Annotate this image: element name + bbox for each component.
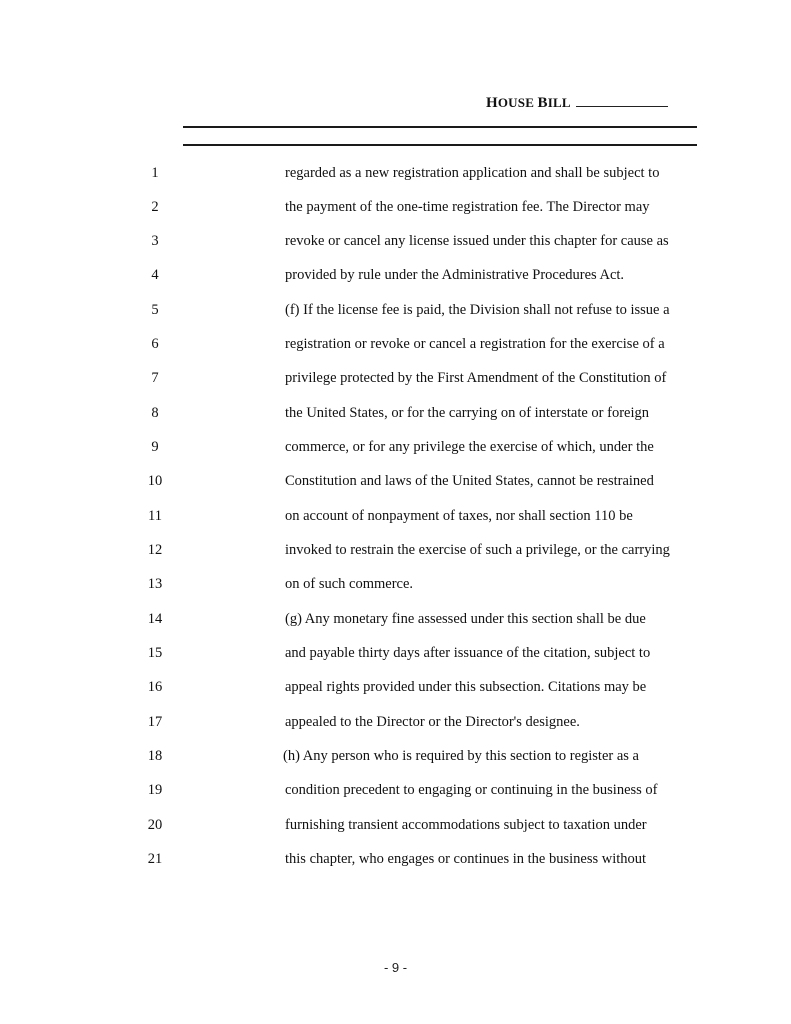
- line-17: [0, 714, 791, 734]
- header-rule-bottom: [183, 144, 697, 146]
- line-number: 10: [147, 473, 163, 489]
- line-7: [0, 370, 791, 390]
- line-number: 8: [151, 405, 159, 421]
- line-text: privilege protected by the First Amendment of the Constitution of: [285, 370, 667, 386]
- line-text: commerce, or for any privilege the exercise of which, under the: [285, 439, 654, 455]
- line-12: [0, 542, 791, 562]
- line-text: furnishing transient accommodations subject to taxation under: [285, 817, 647, 833]
- line-text: appealed to the Director or the Director's designee.: [285, 714, 580, 730]
- line-text: (h) Any person who is required by this section to register as a: [283, 748, 639, 764]
- line-number: 11: [148, 508, 162, 524]
- line-text: revoke or cancel any license issued under this chapter for cause as: [285, 233, 669, 249]
- line-number: 14: [147, 611, 163, 627]
- line-14: [0, 611, 791, 631]
- line-5: [0, 302, 791, 322]
- line-16: [0, 679, 791, 699]
- line-number: 19: [147, 782, 163, 798]
- line-number: 12: [147, 542, 163, 558]
- line-text: regarded as a new registration application and shall be subject to: [285, 165, 660, 181]
- line-text: Constitution and laws of the United States, cannot be restrained: [285, 473, 654, 489]
- line-number: 5: [151, 302, 159, 318]
- bill-number-blank: [576, 94, 668, 107]
- line-text: provided by rule under the Administrative Procedures Act.: [285, 267, 625, 283]
- page-number: - 9 -: [383, 960, 408, 975]
- line-text: on of such commerce.: [285, 576, 414, 592]
- line-1: [0, 165, 791, 185]
- line-number: 7: [151, 370, 159, 386]
- line-9: [0, 439, 791, 459]
- line-text: condition precedent to engaging or continuing in the business of: [285, 782, 658, 798]
- line-text: appeal rights provided under this subsection. Citations may be: [285, 679, 647, 695]
- line-3: [0, 233, 791, 253]
- bill-header: [486, 94, 668, 112]
- line-number: 21: [147, 851, 163, 867]
- line-text: invoked to restrain the exercise of such a privilege, or the carrying: [285, 542, 670, 558]
- line-number: 9: [151, 439, 159, 455]
- line-8: [0, 405, 791, 425]
- header-letter-b: B: [537, 95, 548, 111]
- header-word-ouse: OUSE: [497, 95, 538, 110]
- line-10: [0, 473, 791, 493]
- line-number: 18: [147, 748, 163, 764]
- line-text: the United States, or for the carrying on of interstate or foreign: [285, 405, 649, 421]
- line-text: registration or revoke or cancel a registration for the exercise of a: [285, 336, 665, 352]
- line-19: [0, 782, 791, 802]
- line-2: [0, 199, 791, 219]
- line-text: (f) If the license fee is paid, the Division shall not refuse to issue a: [285, 302, 670, 318]
- line-number: 4: [151, 267, 159, 283]
- line-text: and payable thirty days after issuance of the citation, subject to: [285, 645, 651, 661]
- line-number: 6: [151, 336, 159, 352]
- header-rule-top: [183, 126, 697, 128]
- line-15: [0, 645, 791, 665]
- header-letter-h: H: [486, 95, 498, 111]
- line-text: (g) Any monetary fine assessed under this section shall be due: [285, 611, 646, 627]
- line-number: 20: [147, 817, 163, 833]
- line-number: 1: [151, 165, 159, 181]
- line-number: 15: [147, 645, 163, 661]
- line-number: 16: [147, 679, 163, 695]
- line-6: [0, 336, 791, 356]
- line-text: on account of nonpayment of taxes, nor shall section 110 be: [285, 508, 633, 524]
- header-word-ill: ILL: [547, 95, 571, 110]
- line-number: 3: [151, 233, 159, 249]
- line-11: [0, 508, 791, 528]
- line-number: 2: [151, 199, 159, 215]
- line-21: [0, 851, 791, 871]
- line-number: 13: [147, 576, 163, 592]
- line-number: 17: [147, 714, 163, 730]
- line-13: [0, 576, 791, 596]
- line-20: [0, 817, 791, 837]
- line-4: [0, 267, 791, 287]
- line-18: [0, 748, 791, 768]
- line-text: this chapter, who engages or continues in the business without: [285, 851, 647, 867]
- line-text: the payment of the one-time registration fee. The Director may: [285, 199, 650, 215]
